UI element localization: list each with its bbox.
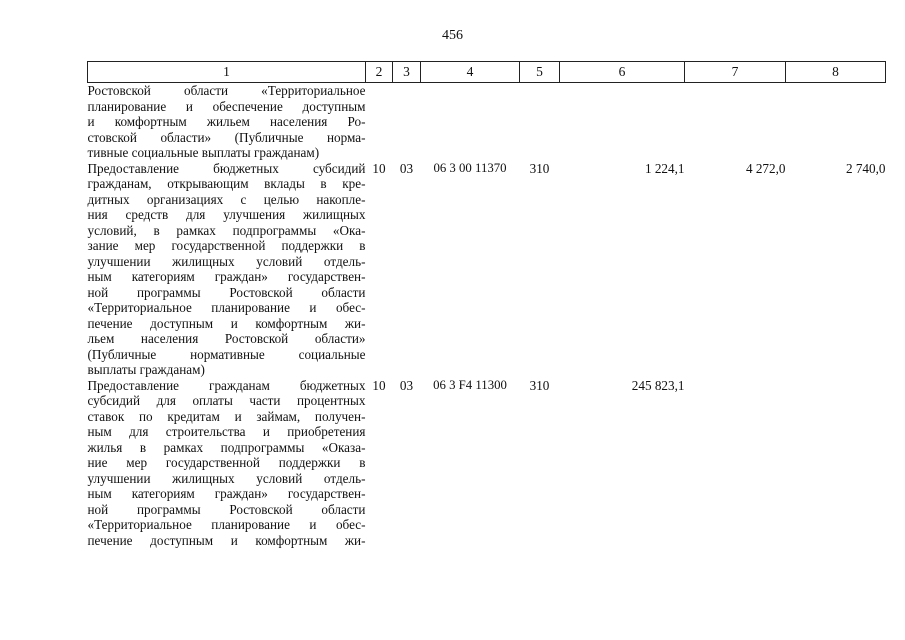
description-line: жилья в рамках подпрограммы «Оказа-	[87, 439, 366, 455]
column-header: 1	[88, 62, 366, 83]
description-line: ния средств для улучшения жилищных	[87, 207, 366, 222]
budget-table	[87, 61, 886, 548]
description-line: субсидий для оплаты части процентных	[87, 393, 366, 408]
target-article-code: 06 3 F4 11300	[433, 377, 507, 392]
description-line: ным для строительства и приобретения	[87, 424, 366, 439]
table-row	[88, 161, 886, 378]
description-line: ной программы Ростовской области	[87, 284, 366, 300]
expense-type-code: 310	[529, 377, 550, 393]
expense-type-code: 310	[529, 160, 550, 176]
description-line: ставок по кредитам и займам, получен-	[87, 408, 366, 424]
row-description	[88, 378, 366, 549]
column-header: 5	[520, 62, 560, 83]
description-line: ным категориям граждан» государствен-	[87, 486, 366, 501]
description-line: Предоставление гражданам бюджетных	[87, 377, 366, 393]
section-code	[366, 83, 393, 161]
description-line: планирование и обеспечение доступным	[87, 98, 366, 114]
section-code: 10	[372, 377, 386, 393]
row-description	[88, 161, 366, 378]
row-description	[88, 83, 366, 161]
subsection-code: 03	[399, 377, 414, 393]
amount-col8: 2 740,0	[845, 160, 886, 176]
description-line: ние мер государственной поддержки в	[87, 455, 366, 470]
description-line: зание мер государственной поддержки в	[87, 238, 366, 253]
subsection-code	[393, 83, 421, 161]
column-header: 7	[685, 62, 786, 83]
description-line: условий, в рамках подпрограммы «Ока-	[87, 222, 366, 238]
description-line: «Территориальное планирование и обес-	[87, 300, 366, 315]
description-line: дитных организациях с целью накопле-	[87, 191, 366, 207]
description-line: улучшении жилищных условий отдель-	[87, 470, 366, 486]
column-header: 3	[393, 62, 421, 83]
amount-col6: 245 823,1	[631, 377, 685, 393]
subsection-code: 03	[399, 160, 414, 176]
description-line: «Территориальное планирование и обес-	[87, 517, 366, 532]
amount-col7: 4 272,0	[745, 160, 786, 176]
header-row	[88, 62, 886, 83]
description-line: (Публичные нормативные социальные	[87, 346, 366, 362]
page-number: 456	[442, 28, 463, 43]
expense-type-code	[520, 83, 560, 161]
description-line: улучшении жилищных условий отдель-	[87, 253, 366, 269]
target-article-code: 06 3 00 11370	[433, 160, 507, 175]
description-line: стовской области» (Публичные норма-	[87, 129, 366, 145]
column-header: 6	[560, 62, 685, 83]
description-line: тивные социальные выплаты гражданам)	[87, 145, 320, 160]
description-line: выплаты гражданам)	[87, 362, 205, 377]
description-line: печение доступным и комфортным жи-	[87, 532, 366, 548]
amount-col8	[786, 378, 886, 549]
amount-col7	[685, 83, 786, 161]
target-article-code	[421, 83, 520, 161]
description-line: ным категориям граждан» государствен-	[87, 269, 366, 284]
description-line: печение доступным и комфортным жи-	[87, 315, 366, 331]
column-header: 2	[366, 62, 393, 83]
column-header: 8	[786, 62, 886, 83]
description-line: Предоставление бюджетных субсидий	[87, 160, 366, 176]
table-row	[88, 378, 886, 549]
description-line: гражданам, открывающим вклады в кре-	[87, 176, 366, 191]
description-line: Ростовской области «Территориальное	[87, 83, 366, 98]
description-line: ной программы Ростовской области	[87, 501, 366, 517]
amount-col7	[685, 378, 786, 549]
table-row	[88, 83, 886, 161]
amount-col6: 1 224,1	[644, 160, 685, 176]
amount-col8	[786, 83, 886, 161]
amount-col6	[560, 83, 685, 161]
column-header: 4	[421, 62, 520, 83]
section-code: 10	[372, 160, 386, 176]
description-line: и комфортным жильем населения Ро-	[87, 114, 366, 129]
description-line: льем населения Ростовской области»	[87, 331, 366, 346]
